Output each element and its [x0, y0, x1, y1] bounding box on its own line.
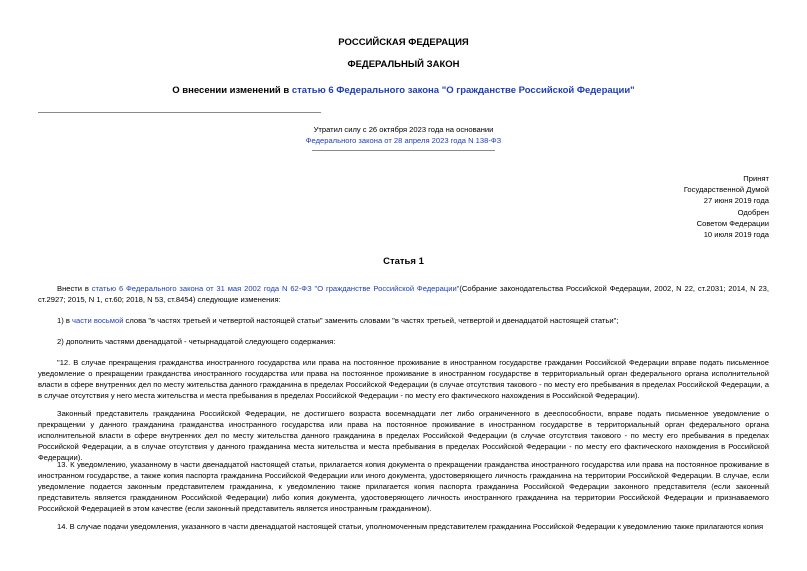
country-heading: РОССИЙСКАЯ ФЕДЕРАЦИЯ: [338, 37, 469, 48]
status-note-link[interactable]: Федерального закона от 28 апреля 2023 года N 138-ФЗ: [305, 136, 502, 145]
approved-by: Советом Федерации: [696, 218, 769, 228]
adoption-block: [684, 173, 769, 240]
paragraph-intro-pre: Внести в: [57, 284, 92, 293]
accepted-by: Государственной Думой: [683, 185, 769, 195]
paragraph-part-14: 14. В случае подачи уведомления, указанного в части двенадцатой настоящей статьи, уполномоченным представителем гражданина Российской Федерации к уведомлению также прилагаются копия: [57, 522, 764, 531]
part-eight-link[interactable]: части восьмой: [72, 316, 124, 325]
document-type-heading: ФЕДЕРАЛЬНЫЙ ЗАКОН: [347, 59, 460, 70]
item-1-pre: 1) в: [57, 316, 73, 325]
law-title-prefix: О внесении изменений в: [172, 85, 292, 96]
paragraph-intro-post: (Собрание законодательства Российской Федерации, 2002, N 22, ст.2031; 2014, N 23, ст.2927; 2015, N 1, ст.60; 2018, N 53, ст.8454) следующие изменения:: [38, 284, 769, 305]
paragraph-item-2: 2) дополнить частями двенадцатой - четырнадцатой следующего содержания:: [57, 337, 336, 346]
paragraph-legal-representative: Законный представитель гражданина Российской Федерации, не достигшего возраста восемнадцати лет либо ограниченного в дееспособности, вправе подать письменное уведомление о прекращении у данного гражданина гражданства иностранного государства или права на постоянное проживание в иностранном государстве в территориальный орган федерального органа исполнительной власти в сфере внутренних дел по месту жительства данного гражданина в пределах Российской Федерации (в случае отсутствия такового - по месту его пребывания в пределах Российской Федерации, а в случае отсутствия у данного гражданина места жительства и места пребывания в пределах Российской Федерации - по месту его фактического нахождения в Российской Федерации).: [38, 409, 769, 463]
item-1-post: слова "в частях третьей и четвертой настоящей статьи" заменить словами "в частях третьей, четвертой и двенадцатой настоящей статьи";: [123, 316, 619, 325]
paragraph-item-1: [38, 315, 769, 326]
article-title: Статья 1: [383, 256, 424, 267]
accepted-date: 27 июня 2019 года: [703, 196, 769, 206]
paragraph-part-12: "12. В случае прекращения гражданства иностранного государства или права на постоянное проживание в иностранном государстве гражданин Российской Федерации вправе подать письменное уведомление о прекращении гражданства иностранного государства или права на постоянное проживание в иностранном государстве в территориальный орган федерального органа исполнительной власти в сфере внутренних дел по месту жительства данного гражданина в пределах Российской Федерации (в случае отсутствия такового - по месту его пребывания в пределах Российской Федерации, а в случае отсутствия у него места жительства и места пребывания в пределах Российской Федерации - по месту его фактического нахождения в Российской Федерации).: [38, 358, 769, 401]
separator-line: [38, 112, 321, 113]
law-title-link[interactable]: статью 6 Федерального закона "О гражданстве Российской Федерации": [291, 85, 635, 96]
status-note-line1: Утратил силу с 26 октября 2023 года на основании: [313, 125, 494, 134]
law-reference-link[interactable]: статью 6 Федерального закона от 31 мая 2002 года N 62-ФЗ "О гражданстве Российской Федерации": [91, 284, 460, 293]
accepted-label: Принят: [743, 174, 769, 183]
approved-date: 10 июля 2019 года: [703, 230, 769, 240]
law-title: [0, 85, 807, 96]
status-note-underline: [312, 150, 495, 151]
approved-label: Одобрен: [737, 207, 769, 217]
paragraph-intro: [38, 283, 769, 305]
paragraph-part-13: 13. К уведомлению, указанному в части двенадцатой настоящей статьи, прилагается копия документа о прекращении гражданства иностранного государства или права на постоянное проживание в иностранном государстве, а также копия паспорта гражданина Российской Федерации или иного документа, удостоверяющего личность гражданина на территории Российской Федерации. В случае, если уведомление подается законным представителем гражданина, к уведомлению также прилагается копия паспорта гражданина Российской Федерации законного представителя (если законный представитель является гражданином Российской Федерации) либо копия документа, удостоверяющего личность иностранного гражданина на территории Российской Федерации и признаваемого Российской Федерацией в этом качестве (если законный представитель является иностранным гражданином).: [38, 460, 769, 514]
